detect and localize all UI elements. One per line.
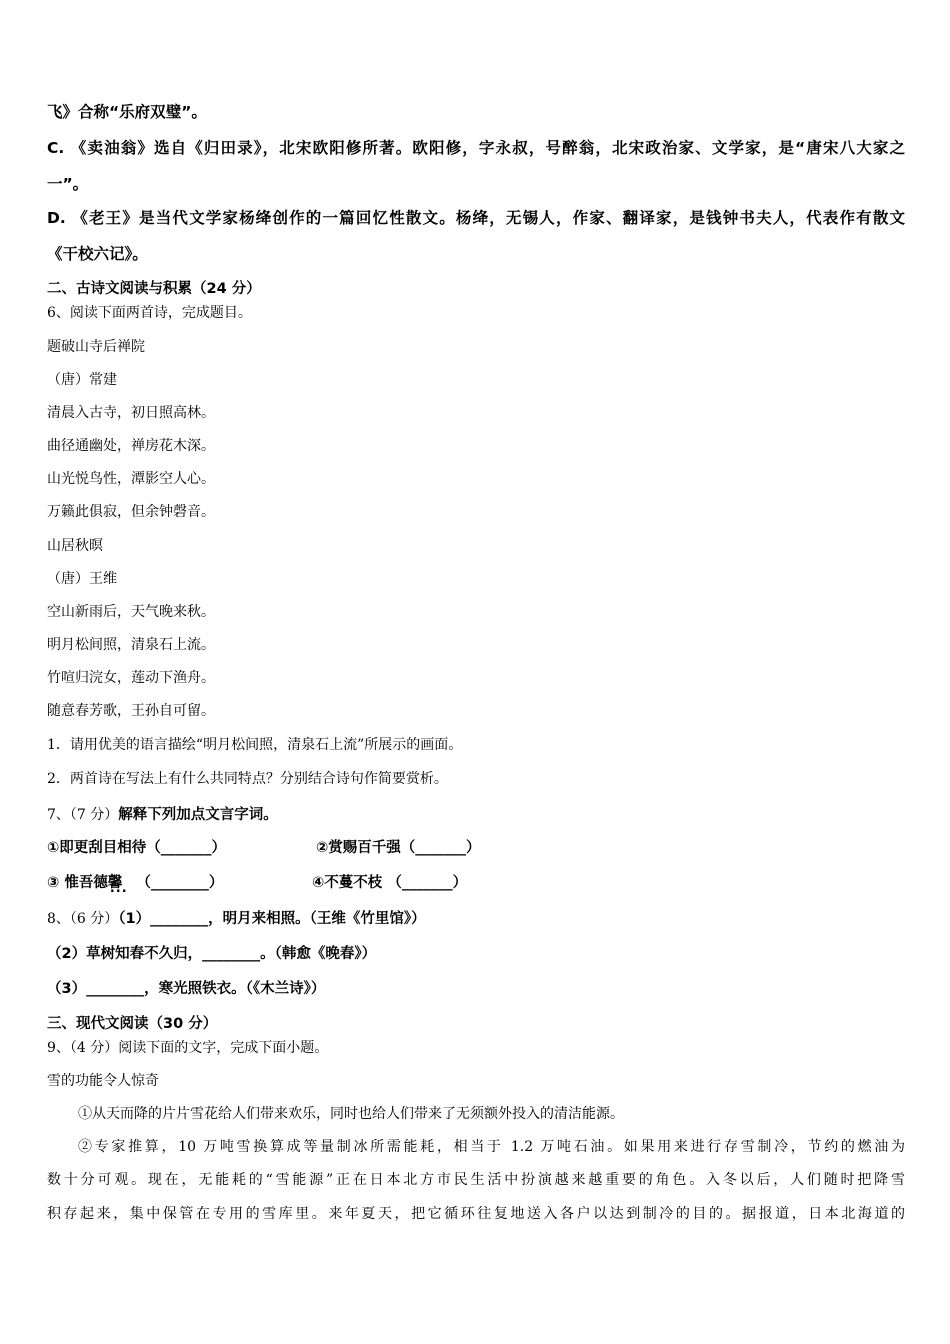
option-c-line2: 一”。: [47, 175, 89, 193]
q6-subquestion-1: 1．请用优美的语言描绘“明月松间照，清泉石上流”所展示的画面。: [47, 737, 463, 753]
section2-heading: 二、古诗文阅读与积累（24 分）: [47, 281, 261, 297]
article-paragraph-1: ①从天而降的片片雪花给人们带来欢乐，同时也给人们带来了无须额外投入的清洁能源。: [78, 1106, 624, 1122]
prev-line: 飞》合称“乐府双璧”。: [47, 103, 207, 121]
option-d-line2: 《干校六记》。: [47, 245, 148, 263]
article-paragraph-2-line1: ②专家推算，10 万吨雪换算成等量制冰所需能耗，相当于 1.2 万吨石油。如果用来进行存雪制冷，节约的燃油为: [78, 1139, 905, 1155]
q7-item-4: ④不蔓不枝 （_______）: [312, 875, 468, 891]
option-c-line1: C. 《卖油翁》选自《归田录》，北宋欧阳修所著。欧阳修，字永叔，号醉翁，北宋政治家、文学家，是“唐宋八大家之: [47, 139, 905, 157]
poem2-line: 明月松间照，清泉石上流。: [47, 637, 215, 653]
article-paragraph-2-line2: 数十分可观。现在，无能耗的“雪能源”正在日本北方市民生活中扮演越来越重要的角色。入冬以后，人们随时把降雪: [47, 1172, 905, 1188]
dotted-character: 馨 ...: [108, 871, 123, 892]
option-d-line1: D. 《老王》是当代文学家杨绛创作的一篇回忆性散文。杨绛，无锡人，作家、翻译家，是钱钟书夫人，代表作有散文: [47, 209, 905, 227]
poem2-line: 空山新雨后，天气晚来秋。: [47, 604, 215, 620]
q7-item-2: ②赏赐百千强（_______）: [316, 840, 481, 856]
article-title: 雪的功能令人惊奇: [47, 1073, 159, 1089]
q8-line-1: [47, 907, 426, 928]
q7-text: 解释下列加点文言字词。: [118, 807, 278, 823]
q7-item-3-blank: （________）: [136, 875, 224, 891]
q6-subquestion-2: 2．两首诗在写法上有什么共同特点？分别结合诗句作简要赏析。: [47, 771, 448, 787]
poem1-title: 题破山寺后禅院: [47, 339, 145, 355]
q7-item-3: [47, 871, 223, 892]
q6-intro: 6、阅读下面两首诗，完成题目。: [47, 305, 252, 321]
q9-intro: 9、（4 分）阅读下面的文字，完成下面小题。: [47, 1040, 329, 1056]
q8-prefix: 8、（6 分）: [47, 911, 119, 927]
poem1-author: （唐）常建: [47, 372, 117, 388]
q8-blank-1: （1）________，明月来相照。（王维《竹里馆》）: [118, 911, 426, 927]
poem1-line: 清晨入古寺，初日照高林。: [47, 405, 215, 421]
q8-line-2: （2）草树知春不久归，________。（韩愈《晚春》）: [47, 946, 377, 962]
poem2-line: 随意春芳歌，王孙自可留。: [47, 703, 215, 719]
section3-heading: 三、现代文阅读（30 分）: [47, 1016, 218, 1032]
q7-item-1: ①即更刮目相待（_______）: [47, 840, 227, 856]
poem2-line: 竹喧归浣女，莲动下渔舟。: [47, 670, 215, 686]
article-paragraph-2-line3: 积存起来，集中保管在专用的雪库里。来年夏天，把它循环往复地送入各户以达到制冷的目的。据报道，日本北海道的: [47, 1206, 905, 1222]
poem1-line: 曲径通幽处，禅房花木深。: [47, 438, 215, 454]
q8-line-3: （3）________，寒光照铁衣。（《木兰诗》）: [47, 981, 326, 997]
poem2-title: 山居秋暝: [47, 538, 103, 554]
q7-item-3-text: ③ 惟吾德: [47, 875, 108, 891]
poem1-line: 万籁此俱寂，但余钟磬音。: [47, 504, 215, 520]
q7-line: [47, 803, 278, 824]
q7-prefix: 7、（7 分）: [47, 807, 119, 823]
poem2-author: （唐）王维: [47, 571, 117, 587]
poem1-line: 山光悦鸟性，潭影空人心。: [47, 471, 215, 487]
